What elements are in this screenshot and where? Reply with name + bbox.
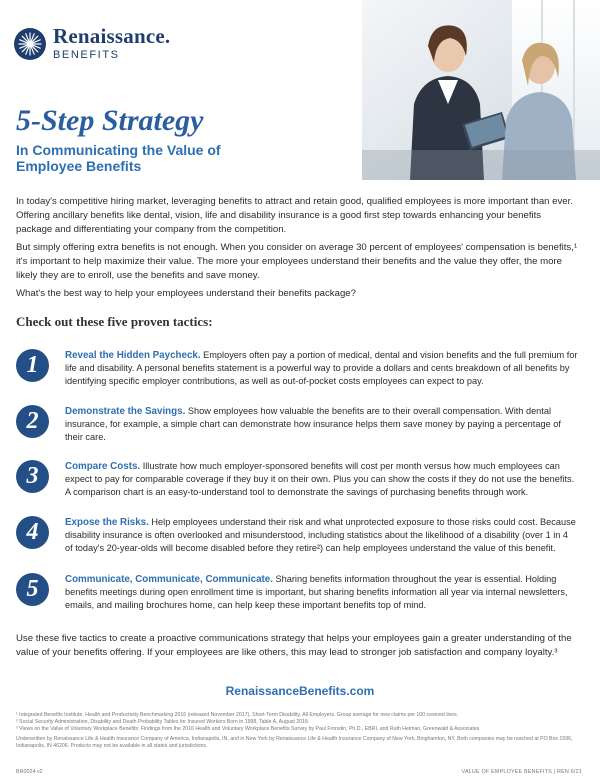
- step-number-badge: 4: [16, 516, 49, 549]
- starburst-logo-icon: [14, 28, 46, 60]
- tactics-heading: Check out these five proven tactics:: [16, 314, 213, 329]
- page-title: 5-Step Strategy: [16, 104, 204, 137]
- intro-paragraph: But simply offering extra benefits is not enough. When you consider on average 30 percent of employees' compensation is benefits,¹ it's important to help maximize their value. The more your employees understand their benefits and the value they offer, the more likely they are to enroll, use the benefits and save money.: [16, 242, 578, 281]
- brand-sub: BENEFITS: [53, 49, 120, 61]
- footnote: ² Social Security Administration, Disability and Death Probability Tables for Insured Workers Born in 1998, Table A, August 2018.: [16, 719, 310, 725]
- step-description: Illustrate how much employer-sponsored benefits will cost per month versus how much employees can expect to pay for comparable coverage if they buy it on their own. Plus you can show the costs if they do not use the benefits. A comparison chart is an easy-to-understand tool to demonstrate the savings of purchasing benefits through work.: [65, 461, 575, 498]
- step-title: Reveal the Hidden Paycheck.: [65, 350, 201, 361]
- step-description: Employers often pay a portion of medical, dental and vision benefits and the full premium for life and disability. A personal benefits statement is a powerful way to provide a dollars and cents breakdown of all benefits by identifying specific employer contributions, as well as out-of-pocket costs employees can expect to pay.: [65, 350, 578, 387]
- document-reference: VALUE OF EMPLOYEE BENEFITS | REN 6/21: [461, 769, 582, 775]
- step-number-badge: 2: [16, 405, 49, 438]
- step-text: [65, 573, 578, 613]
- website-link[interactable]: RenaissanceBenefits.com: [225, 684, 375, 698]
- step-title: Expose the Risks.: [65, 517, 149, 528]
- page-subtitle: In Communicating the Value of Employee Benefits: [16, 142, 221, 174]
- brand-logo[interactable]: [14, 26, 170, 61]
- document-code: BR0024 v2: [16, 769, 43, 775]
- footnote: ¹ Integrated Benefits Institute, Health and Productivity Benchmarking 2016 (released November 2017), Short-Term Disability, All Employers. Group average for new claims per 100 covered lives.: [16, 712, 459, 718]
- step-text: [65, 516, 578, 556]
- closing-paragraph: Use these five tactics to create a proactive communications strategy that helps your employees gain a greater understanding of the value of your benefits offering. If your employees are like others, this may lead to stronger job satisfaction and company loyalty.³: [16, 633, 572, 658]
- step-text: [65, 405, 578, 445]
- footnote: ³ Views on the Value of Voluntary Workplace Benefits: Findings from the 2016 Health and Voluntary Workplace Benefits Survey by Paul Fronstin, Ph.D., EBRI, and Ruth Helman, Greenwald & Associates.: [16, 726, 481, 732]
- step-description: Help employees understand their risk and what unprotected exposure to those risks could cost. Because disability insurance is often overlooked and misunderstood, including statistics about the likelihood of a disability (over 1 in 4 of today's 20-year-olds will become disabled before they retire²) can help employees understand the value of this benefit.: [65, 517, 576, 554]
- step-title: Compare Costs.: [65, 461, 141, 472]
- step-title: Demonstrate the Savings.: [65, 406, 186, 417]
- step-description: Show employees how valuable the benefits are to their overall compensation. With dental insurance, for example, a simple chart can demonstrate how insurance helps them save money by paying a percentage of their care.: [65, 406, 561, 443]
- step-text: [65, 460, 578, 500]
- intro-paragraph: In today's competitive hiring market, leveraging benefits to attract and retain good, qualified employees is more important than ever. Offering ancillary benefits like dental, vision, life and disability insurance is a good first step towards enhancing your benefits package and differentiating your company from the competition.: [16, 196, 573, 235]
- step-number-badge: 5: [16, 573, 49, 606]
- intro-question: What's the best way to help your employees understand their benefits package?: [16, 288, 356, 299]
- header-photo: [362, 0, 600, 180]
- step-title: Communicate, Communicate, Communicate.: [65, 574, 273, 585]
- footnotes: [16, 712, 576, 750]
- underwriting-note: Underwritten by Renaissance Life & Health Insurance Company of America, Indianapolis, IN, and in New York by Renaissance Life & Health Insurance Company of New York, Binghamton, NY. Both companies may be reached at PO Box 1596, Indianapolis, IN 46206. Products may not be available in all states and jurisdictions.: [16, 736, 573, 749]
- step-description: Sharing benefits information throughout the year is essential. Holding benefits meetings during open enrollment time is important, but sharing benefits information all year via internal newsletters, emails, and mailing brochures home, can help keep these important benefits top of mind.: [65, 574, 568, 611]
- step-number-badge: 1: [16, 349, 49, 382]
- step-text: [65, 349, 578, 389]
- step-number-badge: 3: [16, 460, 49, 493]
- brand-name: Renaissance.: [53, 24, 171, 48]
